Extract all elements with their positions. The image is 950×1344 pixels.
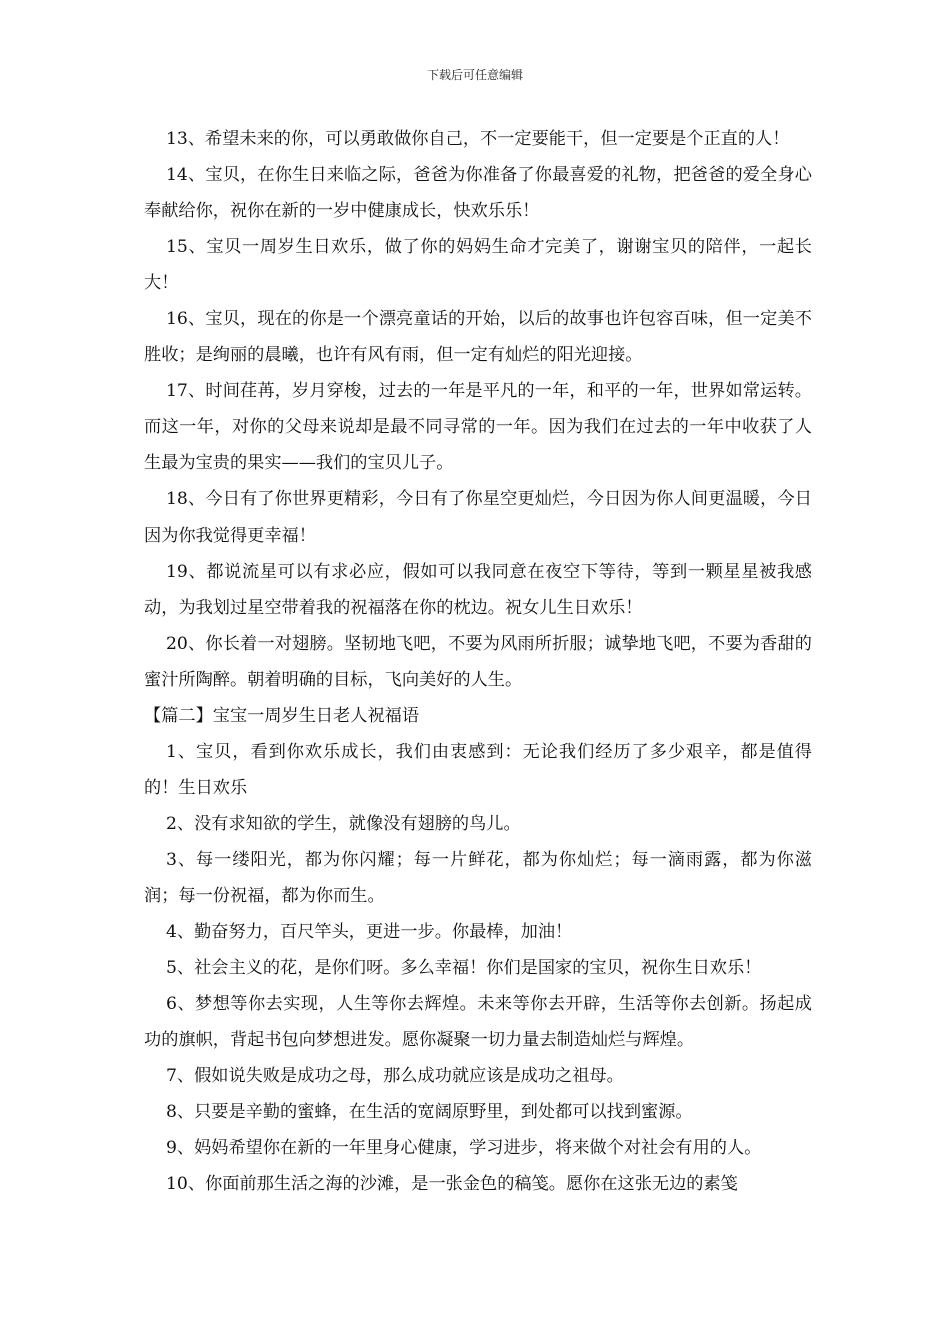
wish-7: 7、假如说失败是成功之母，那么成功就应该是成功之祖母。	[166, 1066, 624, 1087]
section-title: 【篇二】宝宝一周岁生日老人祝福语	[144, 705, 420, 726]
wish-1: 1、宝贝，看到你欢乐成长，我们由衷感到：无论我们经历了多少艰辛，都是值得的！生日欢乐	[144, 741, 812, 798]
paragraph-14: 14、宝贝，在你生日来临之际，爸爸为你准备了你最喜爱的礼物，把爸爸的爱全身心奉献给你，祝你在新的一岁中健康成长，快欢乐乐！	[144, 165, 812, 222]
wish-8: 8、只要是辛勤的蜜蜂，在生活的宽阔原野里，到处都可以找到蜜源。	[166, 1102, 693, 1123]
wish-9: 9、妈妈希望你在新的一年里身心健康，学习进步，将来做个对社会有用的人。	[166, 1138, 762, 1159]
paragraph-19: 19、都说流星可以有求必应，假如可以我同意在夜空下等待，等到一颗星星被我感动，为我划过星空带着我的祝福落在你的枕边。祝女儿生日欢乐！	[144, 561, 812, 618]
paragraph-16: 16、宝贝，现在的你是一个漂亮童话的开始，以后的故事也许包容百味，但一定美不胜收；是绚丽的晨曦，也许有风有雨，但一定有灿烂的阳光迎接。	[144, 309, 812, 366]
page-header: 下载后可任意编辑	[426, 68, 523, 82]
wish-3: 3、每一缕阳光，都为你闪耀；每一片鲜花，都为你灿烂；每一滴雨露，都为你滋润；每一份祝福，都为你而生。	[144, 849, 812, 906]
paragraph-17: 17、时间荏苒，岁月穿梭，过去的一年是平凡的一年，和平的一年，世界如常运转。而这一年，对你的父母来说却是最不同寻常的一年。因为我们在过去的一年中收获了人生最为宝贵的果实——我们的宝贝儿子。	[144, 381, 812, 474]
wish-5: 5、社会主义的花，是你们呀。多么幸福！你们是国家的宝贝，祝你生日欢乐！	[166, 958, 762, 979]
wish-6: 6、梦想等你去实现，人生等你去辉煌。未来等你去开辟，生活等你去创新。扬起成功的旗帜，背起书包向梦想进发。愿你凝聚一切力量去制造灿烂与辉煌。	[144, 994, 812, 1051]
wish-10: 10、你面前那生活之海的沙滩，是一张金色的稿笺。愿你在这张无边的素笺	[166, 1174, 738, 1195]
paragraph-18: 18、今日有了你世界更精彩，今日有了你星空更灿烂，今日因为你人间更温暖，今日因为你我觉得更幸福！	[144, 489, 812, 546]
paragraph-13: 13、希望未来的你，可以勇敢做你自己，不一定要能干，但一定要是个正直的人！	[166, 129, 790, 149]
document-body	[144, 121, 812, 1202]
paragraph-20: 20、你长着一对翅膀。坚韧地飞吧，不要为风雨所折服；诚挚地飞吧，不要为香甜的蜜汁所陶醉。朝着明确的目标，飞向美好的人生。	[144, 633, 812, 690]
paragraph-15: 15、宝贝一周岁生日欢乐，做了你的妈妈生命才完美了，谢谢宝贝的陪伴，一起长大！	[144, 237, 812, 294]
wish-2: 2、没有求知欲的学生，就像没有翅膀的鸟儿。	[166, 813, 521, 834]
wish-4: 4、勤奋努力，百尺竿头，更进一步。你最棒，加油！	[166, 922, 573, 943]
